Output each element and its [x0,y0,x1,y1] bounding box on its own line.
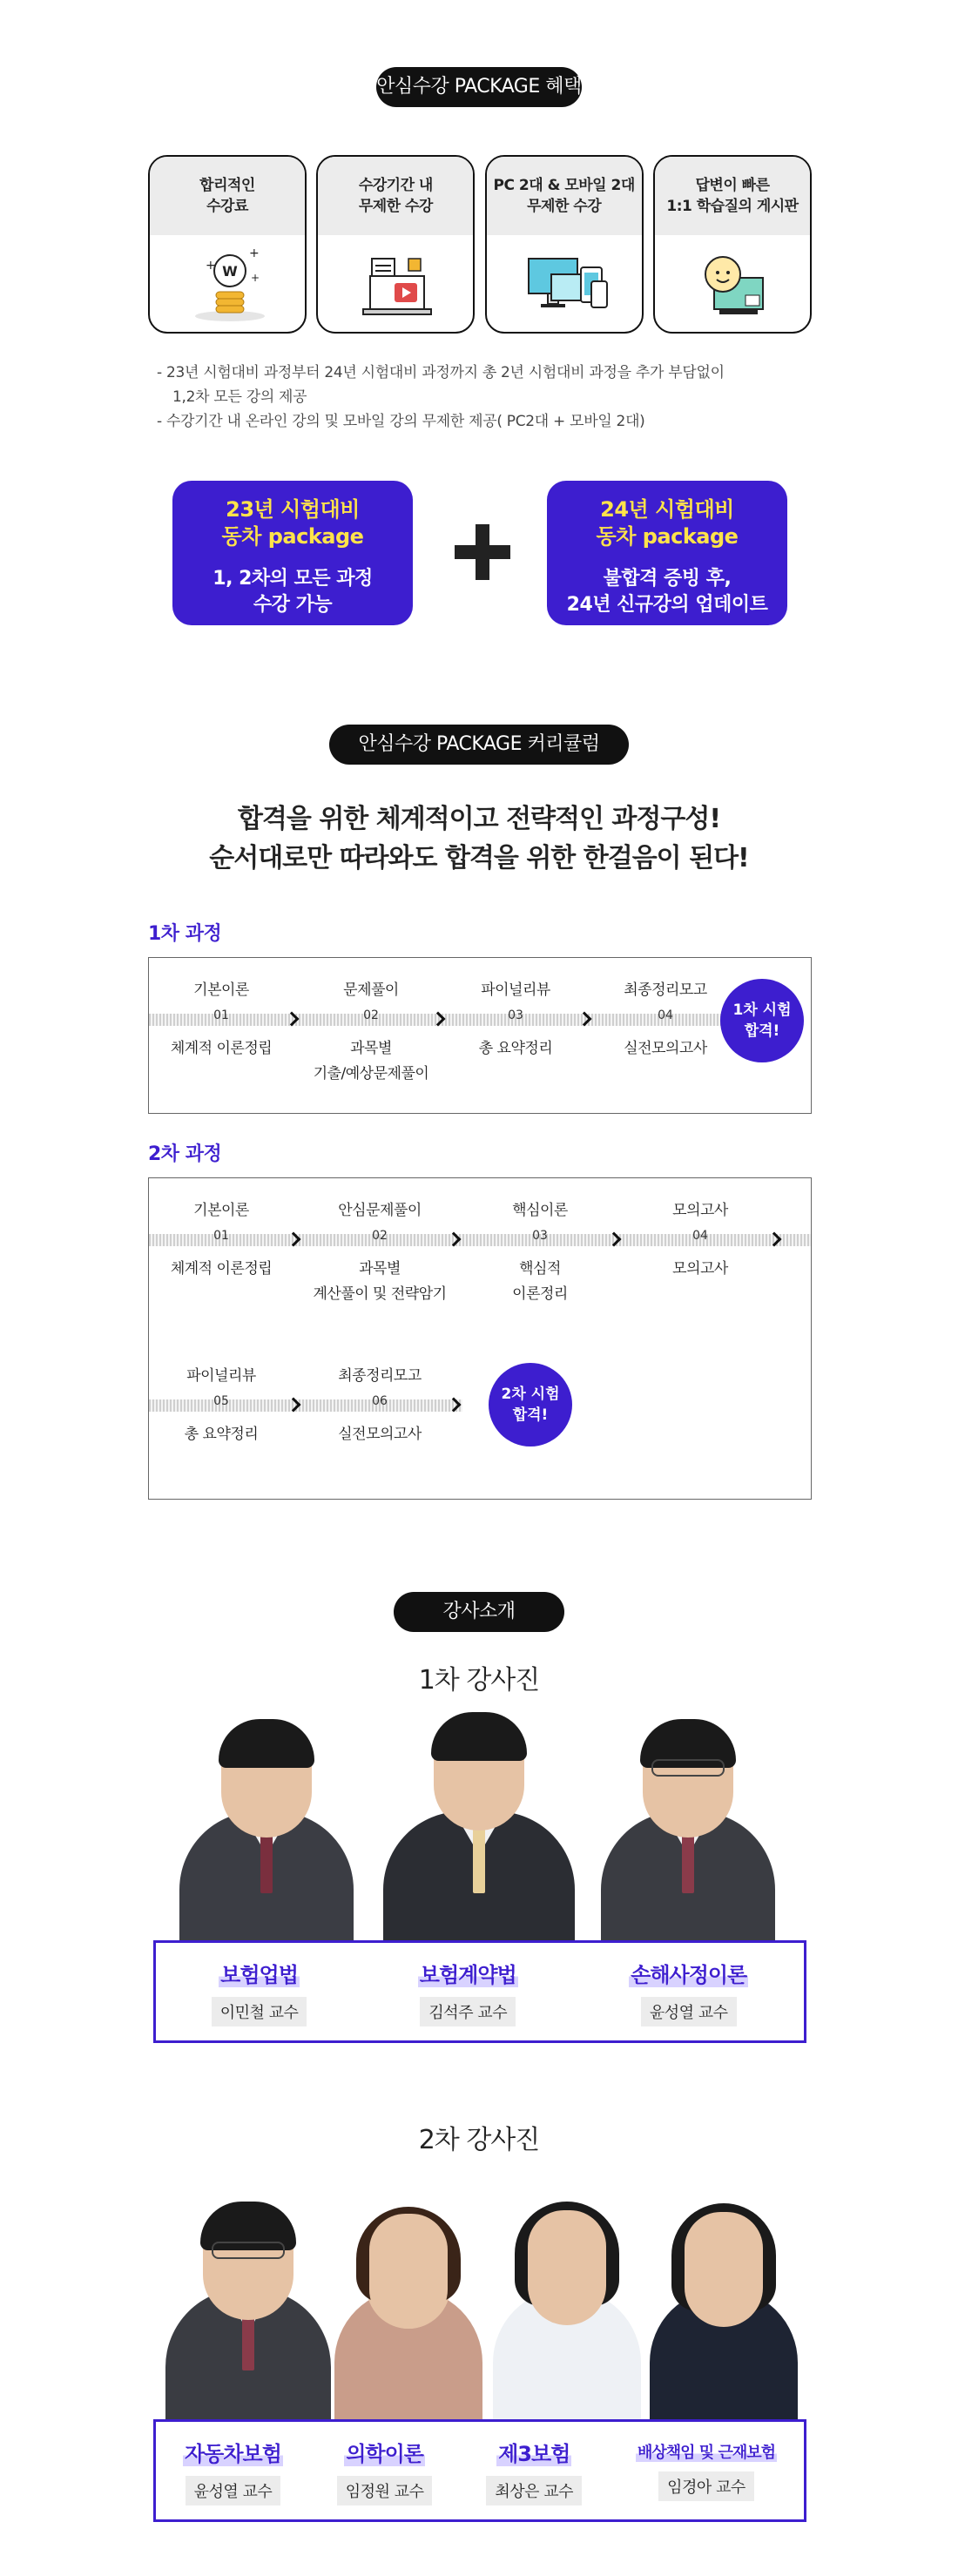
svg-text:+: + [251,271,260,284]
group2-photos [148,2184,812,2419]
stage2-flow [148,1177,812,1500]
group2-nameplate [153,2419,806,2522]
flow-step [147,977,295,1062]
step-description: 총 요약정리 [184,1426,259,1443]
group1-nameplate [153,1940,806,2043]
instructor-card [418,1958,518,2026]
benefit-notes [157,361,725,434]
package-box-24 [547,481,787,625]
subject-label: 손해사정이론 [631,1962,747,1987]
plus-icon [455,524,510,580]
step-number: 02 [372,1229,388,1243]
step-number: 01 [213,1229,229,1243]
step-number: 03 [532,1229,548,1243]
step-name: 파이널리뷰 [481,981,550,999]
step-description: 체계적 이론정립 [170,1040,273,1057]
step-description: 과목별 기출/예상문제풀이 [313,1040,429,1082]
benefit-cards [148,155,812,334]
step-name: 기본이론 [193,981,249,999]
package-body: 불합격 증빙 후, 24년 신규강의 업데이트 [566,568,768,616]
step-name: 핵심이론 [512,1202,568,1219]
step-number: 04 [658,1008,673,1022]
instructor-name: 최상은 교수 [486,2476,582,2505]
flow-step [306,1363,454,1447]
benefit-note: - 수강기간 내 온라인 강의 및 모바일 강의 무제한 제공( PC2대 + 모바일 2대) [157,413,645,430]
benefit-card-unlimited [316,155,475,334]
step-number: 01 [213,1008,229,1022]
flow-step [147,1197,295,1282]
step-name: 최종정리모고 [624,981,707,999]
flow-step [591,977,739,1062]
subject-label: 보험업법 [220,1962,298,1987]
laptop-video-icon [318,235,473,334]
curriculum-headline: 합격을 위한 체계적이고 전략적인 과정구성! 순서대로만 따라와도 합격을 위한 한걸음이 된다! [209,804,749,873]
instructor-card [486,2437,582,2505]
instructor-photo [493,2184,641,2419]
group2-title: 2차 강사진 [418,2125,540,2155]
flow-step [442,977,590,1062]
svg-text:+: + [249,246,260,260]
coin-stack-icon [150,235,305,334]
step-number: 02 [363,1008,379,1022]
package-body: 1, 2차의 모든 과정 수강 가능 [213,568,373,616]
step-number: 03 [508,1008,523,1022]
instructors-pill: 강사소개 [394,1592,564,1632]
subject-label: 의학이론 [346,2441,423,2466]
benefit-card-price [148,155,307,334]
chat-board-icon [655,235,810,334]
subject-label: 배상책임 및 근재보험 [637,2444,776,2462]
step-number: 06 [372,1394,388,1408]
instructor-card [183,2437,283,2505]
benefits-pill: 안심수강 PACKAGE 혜택 [376,67,582,107]
instructor-photo [601,1707,775,1942]
step-name: 최종정리모고 [338,1367,422,1385]
step-description: 모의고사 [672,1260,728,1278]
step-name: 파이널리뷰 [186,1367,256,1385]
svg-text:W: W [222,262,238,280]
stage1-flow [148,957,812,1114]
instructor-card [212,1958,307,2026]
step-description: 실전모의고사 [624,1040,707,1057]
step-number: 05 [213,1394,229,1408]
subject-label: 보험계약법 [419,1962,516,1987]
step-description: 실전모의고사 [338,1426,422,1443]
step-description: 총 요약정리 [478,1040,553,1057]
step-description: 핵심적 이론정리 [512,1260,568,1303]
step-number: 04 [692,1229,708,1243]
step-name: 기본이론 [193,1202,249,1219]
flow-step [306,1197,454,1307]
instructor-card [629,1958,748,2026]
instructor-name: 윤성열 교수 [641,1997,737,2026]
benefit-card-devices [485,155,644,334]
instructor-photo [383,1707,575,1942]
subject-label: 제3보험 [498,2441,570,2466]
instructor-name: 윤성열 교수 [186,2476,281,2505]
instructor-photo [179,1707,354,1942]
benefit-note: - 23년 시험대비 과정부터 24년 시험대비 과정까지 총 2년 시험대비 과정을 추가 부담없이 1,2차 모든 강의 제공 [157,364,725,406]
benefit-card-title: 합리적인 수강료 [150,157,305,235]
benefit-card-title: 수강기간 내 무제한 수강 [318,157,473,235]
flow-step [147,1363,295,1447]
group1-title: 1차 강사진 [418,1665,540,1696]
step-description: 과목별 계산풀이 및 전략암기 [313,1260,447,1303]
package-heading: 24년 시험대비 동차 package [596,497,739,549]
instructor-photo [650,2184,798,2419]
step-name: 안심문제풀이 [338,1202,422,1219]
instructor-photo [165,2184,331,2419]
benefit-card-qna [653,155,812,334]
flow-step [297,977,445,1087]
step-description: 체계적 이론정립 [170,1260,273,1278]
instructor-name: 이민철 교수 [212,1997,307,2026]
step-name: 문제풀이 [343,981,399,999]
curriculum-pill: 안심수강 PACKAGE 커리큘럼 [329,725,629,765]
pass-badge: 2차 시험 합격! [489,1363,572,1446]
pass-badge: 1차 시험 합격! [720,979,804,1062]
instructor-card [337,2437,433,2505]
instructor-name: 임경아 교수 [658,2471,754,2501]
package-box-23 [172,481,413,625]
subject-label: 자동차보험 [184,2441,281,2466]
instructor-name: 임정원 교수 [337,2476,433,2505]
instructor-card [636,2440,777,2501]
stage1-label: 1차 과정 [148,923,222,945]
flow-step [466,1197,614,1307]
benefit-card-title: 답변이 빠른 1:1 학습질의 게시판 [655,157,810,235]
instructor-photo [334,2184,482,2419]
benefit-card-title: PC 2대 & 모바일 2대 무제한 수강 [487,157,642,235]
stage2-label: 2차 과정 [148,1143,222,1165]
package-heading: 23년 시험대비 동차 package [221,497,364,549]
multi-device-icon [487,235,642,334]
instructor-name: 김석주 교수 [420,1997,516,2026]
step-name: 모의고사 [672,1202,728,1219]
svg-text:+: + [206,258,216,273]
group1-photos [148,1707,812,1942]
flow-step [626,1197,774,1282]
